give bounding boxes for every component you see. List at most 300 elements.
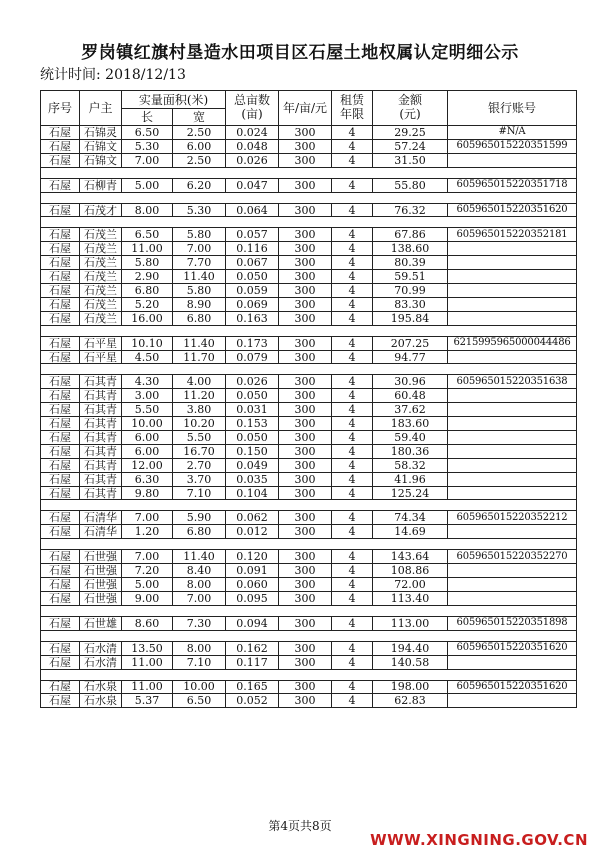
cell-width: 8.40 <box>173 564 226 578</box>
cell-length: 9.00 <box>122 591 173 605</box>
cell-width: 10.00 <box>173 680 226 694</box>
cell-account <box>448 242 577 256</box>
cell-owner: 石世强 <box>80 578 122 592</box>
cell-account <box>448 578 577 592</box>
cell-price: 300 <box>279 375 332 389</box>
cell-amount: 37.62 <box>373 403 448 417</box>
cell-years: 4 <box>332 550 373 564</box>
cell-seq: 石屋 <box>41 203 80 217</box>
cell-seq: 石屋 <box>41 564 80 578</box>
cell-width: 5.50 <box>173 431 226 445</box>
cell-length: 7.00 <box>122 153 173 167</box>
cell-width: 5.30 <box>173 203 226 217</box>
cell-years: 4 <box>332 578 373 592</box>
table-row <box>41 139 577 153</box>
cell-price: 300 <box>279 578 332 592</box>
cell-seq: 石屋 <box>41 242 80 256</box>
header-mu: 总亩数 (亩) <box>226 91 279 126</box>
cell-owner: 石其青 <box>80 458 122 472</box>
table-row <box>41 389 577 403</box>
cell-price: 300 <box>279 680 332 694</box>
cell-owner: 石锦文 <box>80 153 122 167</box>
stat-label: 统计时间: <box>40 67 101 83</box>
cell-mu: 0.012 <box>226 525 279 539</box>
header-area: 实量面积(米) <box>122 91 226 109</box>
cell-mu: 0.024 <box>226 126 279 140</box>
header-price: 年/亩/元 <box>279 91 332 126</box>
page-footer: 第4页共8页 <box>268 819 332 833</box>
cell-amount: 113.00 <box>373 616 448 630</box>
cell-width: 10.20 <box>173 417 226 431</box>
cell-width: 8.00 <box>173 578 226 592</box>
cell-amount: 29.25 <box>373 126 448 140</box>
cell-account <box>448 694 577 708</box>
cell-length: 11.00 <box>122 655 173 669</box>
cell-account <box>448 525 577 539</box>
cell-years: 4 <box>332 126 373 140</box>
blank-cell <box>41 192 577 203</box>
cell-price: 300 <box>279 178 332 192</box>
table-row <box>41 458 577 472</box>
cell-years: 4 <box>332 153 373 167</box>
cell-price: 300 <box>279 139 332 153</box>
cell-mu: 0.035 <box>226 472 279 486</box>
cell-length: 5.20 <box>122 297 173 311</box>
cell-length: 4.50 <box>122 350 173 364</box>
ownership-table <box>40 90 577 708</box>
cell-amount: 58.32 <box>373 458 448 472</box>
blank-cell <box>41 669 577 680</box>
table-row <box>41 694 577 708</box>
cell-seq: 石屋 <box>41 336 80 350</box>
cell-seq: 石屋 <box>41 178 80 192</box>
table-row <box>41 417 577 431</box>
cell-width: 5.80 <box>173 284 226 298</box>
cell-width: 7.00 <box>173 591 226 605</box>
cell-owner: 石平星 <box>80 350 122 364</box>
table-row <box>41 591 577 605</box>
cell-owner: 石世强 <box>80 564 122 578</box>
cell-length: 6.30 <box>122 472 173 486</box>
cell-length: 5.00 <box>122 178 173 192</box>
cell-account: 605965015220351638 <box>448 375 577 389</box>
cell-width: 11.40 <box>173 336 226 350</box>
cell-length: 7.00 <box>122 550 173 564</box>
cell-length: 8.00 <box>122 203 173 217</box>
blank-cell <box>41 605 577 616</box>
cell-seq: 石屋 <box>41 350 80 364</box>
table-row <box>41 256 577 270</box>
cell-price: 300 <box>279 350 332 364</box>
cell-amount: 108.86 <box>373 564 448 578</box>
cell-account: #N/A <box>448 126 577 140</box>
header-seq: 序号 <box>41 91 80 126</box>
cell-mu: 0.150 <box>226 444 279 458</box>
cell-account: 605965015220351898 <box>448 616 577 630</box>
cell-price: 300 <box>279 311 332 325</box>
cell-amount: 55.80 <box>373 178 448 192</box>
cell-seq: 石屋 <box>41 228 80 242</box>
cell-account: 605965015220351718 <box>448 178 577 192</box>
cell-amount: 80.39 <box>373 256 448 270</box>
cell-seq: 石屋 <box>41 284 80 298</box>
cell-amount: 113.40 <box>373 591 448 605</box>
cell-years: 4 <box>332 336 373 350</box>
table-row <box>41 311 577 325</box>
cell-years: 4 <box>332 417 373 431</box>
cell-width: 2.70 <box>173 458 226 472</box>
table-row <box>41 616 577 630</box>
cell-length: 5.30 <box>122 139 173 153</box>
cell-years: 4 <box>332 403 373 417</box>
cell-owner: 石柳青 <box>80 178 122 192</box>
cell-account: 605965015220352181 <box>448 228 577 242</box>
cell-mu: 0.064 <box>226 203 279 217</box>
cell-width: 7.00 <box>173 242 226 256</box>
table-row <box>41 564 577 578</box>
cell-amount: 76.32 <box>373 203 448 217</box>
cell-amount: 207.25 <box>373 336 448 350</box>
cell-years: 4 <box>332 444 373 458</box>
blank-row <box>41 605 577 616</box>
blank-row <box>41 325 577 336</box>
cell-amount: 74.34 <box>373 511 448 525</box>
cell-owner: 石茂兰 <box>80 311 122 325</box>
cell-years: 4 <box>332 641 373 655</box>
cell-account <box>448 297 577 311</box>
cell-amount: 67.86 <box>373 228 448 242</box>
cell-seq: 石屋 <box>41 578 80 592</box>
cell-owner: 石其青 <box>80 389 122 403</box>
cell-account: 605965015220351620 <box>448 203 577 217</box>
cell-owner: 石世强 <box>80 591 122 605</box>
blank-cell <box>41 325 577 336</box>
page-title: 罗岗镇红旗村垦造水田项目区石屋土地权属认定明细公示 <box>81 43 519 63</box>
table-row <box>41 284 577 298</box>
cell-account <box>448 444 577 458</box>
cell-length: 10.00 <box>122 417 173 431</box>
cell-owner: 石茂兰 <box>80 270 122 284</box>
header-owner: 户主 <box>80 91 122 126</box>
cell-years: 4 <box>332 431 373 445</box>
cell-seq: 石屋 <box>41 616 80 630</box>
cell-mu: 0.050 <box>226 270 279 284</box>
cell-account <box>448 311 577 325</box>
cell-length: 11.00 <box>122 242 173 256</box>
cell-price: 300 <box>279 153 332 167</box>
cell-mu: 0.173 <box>226 336 279 350</box>
table-row <box>41 270 577 284</box>
cell-width: 6.50 <box>173 694 226 708</box>
cell-years: 4 <box>332 256 373 270</box>
cell-width: 11.20 <box>173 389 226 403</box>
cell-amount: 57.24 <box>373 139 448 153</box>
cell-amount: 59.40 <box>373 431 448 445</box>
cell-owner: 石其青 <box>80 444 122 458</box>
cell-length: 12.00 <box>122 458 173 472</box>
cell-price: 300 <box>279 242 332 256</box>
cell-length: 11.00 <box>122 680 173 694</box>
cell-owner: 石茂兰 <box>80 228 122 242</box>
cell-price: 300 <box>279 284 332 298</box>
table-body <box>41 126 577 708</box>
cell-mu: 0.047 <box>226 178 279 192</box>
cell-width: 11.40 <box>173 270 226 284</box>
cell-width: 6.80 <box>173 311 226 325</box>
cell-amount: 180.36 <box>373 444 448 458</box>
cell-length: 5.00 <box>122 578 173 592</box>
cell-width: 6.80 <box>173 525 226 539</box>
cell-length: 6.00 <box>122 431 173 445</box>
cell-price: 300 <box>279 458 332 472</box>
cell-width: 11.70 <box>173 350 226 364</box>
cell-seq: 石屋 <box>41 431 80 445</box>
cell-years: 4 <box>332 228 373 242</box>
blank-cell <box>41 500 577 511</box>
cell-owner: 石水泉 <box>80 694 122 708</box>
cell-mu: 0.052 <box>226 694 279 708</box>
cell-price: 300 <box>279 126 332 140</box>
cell-length: 7.00 <box>122 511 173 525</box>
cell-account: 605965015220351599 <box>448 139 577 153</box>
cell-mu: 0.163 <box>226 311 279 325</box>
cell-price: 300 <box>279 228 332 242</box>
cell-length: 5.50 <box>122 403 173 417</box>
cell-price: 300 <box>279 336 332 350</box>
cell-owner: 石水清 <box>80 655 122 669</box>
blank-cell <box>41 167 577 178</box>
cell-amount: 194.40 <box>373 641 448 655</box>
table-row <box>41 350 577 364</box>
cell-mu: 0.091 <box>226 564 279 578</box>
cell-price: 300 <box>279 203 332 217</box>
cell-price: 300 <box>279 564 332 578</box>
cell-price: 300 <box>279 694 332 708</box>
header-width: 宽 <box>173 109 226 126</box>
table-row <box>41 431 577 445</box>
cell-seq: 石屋 <box>41 297 80 311</box>
cell-price: 300 <box>279 297 332 311</box>
cell-mu: 0.095 <box>226 591 279 605</box>
cell-years: 4 <box>332 486 373 500</box>
cell-price: 300 <box>279 641 332 655</box>
cell-width: 5.80 <box>173 228 226 242</box>
cell-mu: 0.165 <box>226 680 279 694</box>
cell-seq: 石屋 <box>41 458 80 472</box>
cell-amount: 59.51 <box>373 270 448 284</box>
cell-price: 300 <box>279 431 332 445</box>
cell-length: 10.10 <box>122 336 173 350</box>
blank-row <box>41 167 577 178</box>
cell-account <box>448 591 577 605</box>
cell-width: 2.50 <box>173 126 226 140</box>
cell-width: 7.10 <box>173 655 226 669</box>
cell-account <box>448 655 577 669</box>
cell-amount: 14.69 <box>373 525 448 539</box>
table-row <box>41 153 577 167</box>
cell-seq: 石屋 <box>41 417 80 431</box>
cell-owner: 石清华 <box>80 511 122 525</box>
table-row <box>41 242 577 256</box>
site-watermark: WWW.XINGNING.GOV.CN <box>370 831 588 849</box>
cell-seq: 石屋 <box>41 403 80 417</box>
cell-mu: 0.062 <box>226 511 279 525</box>
header-account: 银行账号 <box>448 91 577 126</box>
cell-width: 6.20 <box>173 178 226 192</box>
cell-seq: 石屋 <box>41 153 80 167</box>
cell-owner: 石水泉 <box>80 680 122 694</box>
cell-amount: 183.60 <box>373 417 448 431</box>
cell-years: 4 <box>332 389 373 403</box>
blank-row <box>41 539 577 550</box>
cell-account <box>448 389 577 403</box>
blank-cell <box>41 217 577 228</box>
cell-amount: 94.77 <box>373 350 448 364</box>
cell-amount: 41.96 <box>373 472 448 486</box>
cell-price: 300 <box>279 616 332 630</box>
cell-seq: 石屋 <box>41 641 80 655</box>
cell-width: 2.50 <box>173 153 226 167</box>
blank-row <box>41 364 577 375</box>
table-row <box>41 550 577 564</box>
cell-length: 7.20 <box>122 564 173 578</box>
cell-account <box>448 270 577 284</box>
cell-owner: 石茂兰 <box>80 242 122 256</box>
cell-seq: 石屋 <box>41 472 80 486</box>
cell-owner: 石世强 <box>80 550 122 564</box>
cell-width: 16.70 <box>173 444 226 458</box>
cell-amount: 195.84 <box>373 311 448 325</box>
cell-account <box>448 458 577 472</box>
cell-length: 13.50 <box>122 641 173 655</box>
cell-width: 3.70 <box>173 472 226 486</box>
cell-width: 8.00 <box>173 641 226 655</box>
cell-price: 300 <box>279 525 332 539</box>
cell-seq: 石屋 <box>41 486 80 500</box>
cell-width: 3.80 <box>173 403 226 417</box>
cell-width: 5.90 <box>173 511 226 525</box>
cell-length: 6.50 <box>122 228 173 242</box>
cell-mu: 0.079 <box>226 350 279 364</box>
table-row <box>41 297 577 311</box>
cell-length: 4.30 <box>122 375 173 389</box>
cell-length: 1.20 <box>122 525 173 539</box>
table-row <box>41 655 577 669</box>
cell-price: 300 <box>279 591 332 605</box>
cell-owner: 石茂兰 <box>80 256 122 270</box>
cell-seq: 石屋 <box>41 444 80 458</box>
cell-seq: 石屋 <box>41 591 80 605</box>
cell-seq: 石屋 <box>41 311 80 325</box>
cell-years: 4 <box>332 655 373 669</box>
cell-years: 4 <box>332 694 373 708</box>
cell-years: 4 <box>332 242 373 256</box>
blank-row <box>41 669 577 680</box>
cell-amount: 143.64 <box>373 550 448 564</box>
cell-account: 605965015220352212 <box>448 511 577 525</box>
cell-mu: 0.049 <box>226 458 279 472</box>
table-row <box>41 228 577 242</box>
cell-length: 5.80 <box>122 256 173 270</box>
cell-seq: 石屋 <box>41 389 80 403</box>
blank-row <box>41 630 577 641</box>
cell-owner: 石茂兰 <box>80 297 122 311</box>
cell-account <box>448 472 577 486</box>
cell-years: 4 <box>332 591 373 605</box>
cell-owner: 石锦灵 <box>80 126 122 140</box>
cell-length: 9.80 <box>122 486 173 500</box>
cell-width: 11.40 <box>173 550 226 564</box>
cell-years: 4 <box>332 511 373 525</box>
cell-amount: 83.30 <box>373 297 448 311</box>
cell-owner: 石锦文 <box>80 139 122 153</box>
cell-account: 605965015220352270 <box>448 550 577 564</box>
cell-seq: 石屋 <box>41 680 80 694</box>
cell-length: 8.60 <box>122 616 173 630</box>
header-amount: 金额 (元) <box>373 91 448 126</box>
table-row <box>41 525 577 539</box>
cell-mu: 0.104 <box>226 486 279 500</box>
table-row <box>41 203 577 217</box>
cell-width: 7.10 <box>173 486 226 500</box>
cell-length: 6.80 <box>122 284 173 298</box>
cell-mu: 0.153 <box>226 417 279 431</box>
cell-amount: 60.48 <box>373 389 448 403</box>
cell-price: 300 <box>279 486 332 500</box>
table-row <box>41 336 577 350</box>
cell-length: 6.50 <box>122 126 173 140</box>
cell-years: 4 <box>332 270 373 284</box>
header-length: 长 <box>122 109 173 126</box>
table-row <box>41 578 577 592</box>
cell-owner: 石茂才 <box>80 203 122 217</box>
table-row <box>41 680 577 694</box>
cell-amount: 72.00 <box>373 578 448 592</box>
cell-mu: 0.116 <box>226 242 279 256</box>
cell-seq: 石屋 <box>41 256 80 270</box>
cell-owner: 石其青 <box>80 417 122 431</box>
blank-row <box>41 217 577 228</box>
statistics-time <box>40 64 186 84</box>
cell-mu: 0.026 <box>226 375 279 389</box>
cell-years: 4 <box>332 564 373 578</box>
cell-owner: 石平星 <box>80 336 122 350</box>
cell-owner: 石其青 <box>80 403 122 417</box>
cell-mu: 0.048 <box>226 139 279 153</box>
header-years: 租赁 年限 <box>332 91 373 126</box>
cell-owner: 石清华 <box>80 525 122 539</box>
cell-years: 4 <box>332 203 373 217</box>
cell-price: 300 <box>279 256 332 270</box>
cell-price: 300 <box>279 270 332 284</box>
table-row <box>41 511 577 525</box>
cell-account <box>448 403 577 417</box>
table-row <box>41 126 577 140</box>
table-row <box>41 641 577 655</box>
cell-width: 7.30 <box>173 616 226 630</box>
cell-length: 2.90 <box>122 270 173 284</box>
cell-price: 300 <box>279 511 332 525</box>
cell-seq: 石屋 <box>41 655 80 669</box>
cell-mu: 0.026 <box>226 153 279 167</box>
cell-amount: 30.96 <box>373 375 448 389</box>
cell-years: 4 <box>332 472 373 486</box>
cell-length: 16.00 <box>122 311 173 325</box>
cell-years: 4 <box>332 375 373 389</box>
cell-mu: 0.059 <box>226 284 279 298</box>
cell-years: 4 <box>332 458 373 472</box>
cell-width: 7.70 <box>173 256 226 270</box>
